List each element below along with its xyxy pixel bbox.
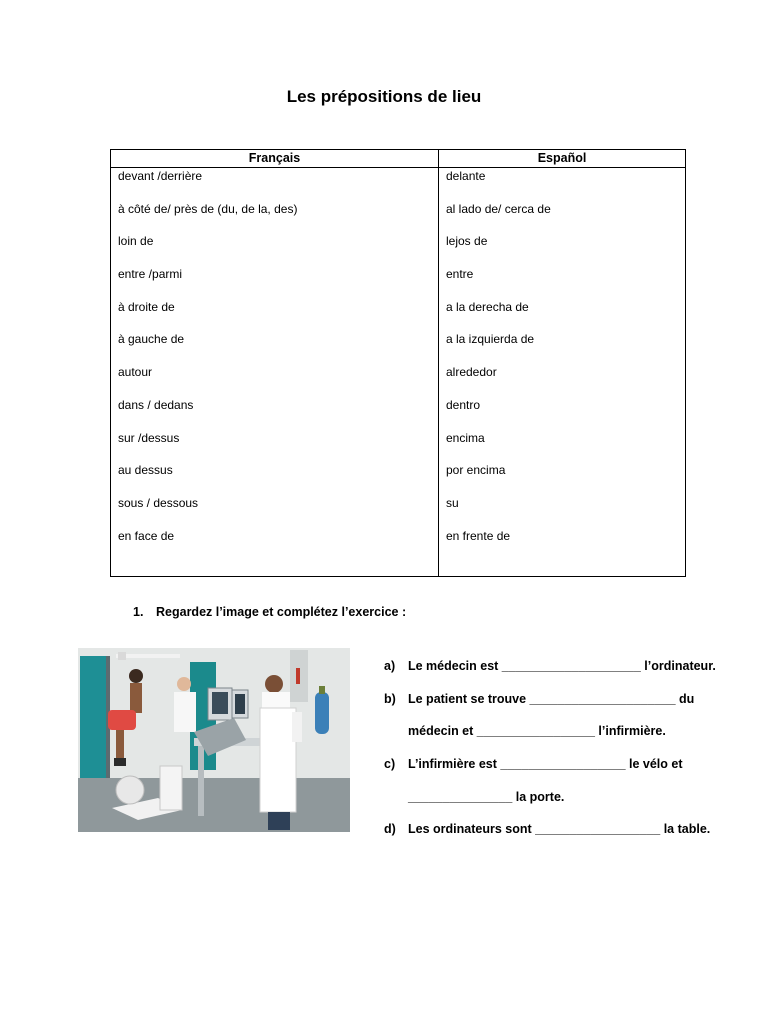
exercise-item-d — [384, 822, 710, 836]
exercise-item-b-continued — [384, 724, 666, 738]
table-row — [111, 168, 685, 201]
spanish-cell: alrededor — [446, 365, 497, 380]
item-text: L’infirmière est __________________ le vélo et — [408, 757, 683, 771]
french-cell: autour — [118, 365, 153, 380]
exercise-item-c — [384, 757, 683, 771]
french-cell: à côté de/ près de (du, de la, des) — [118, 201, 298, 216]
exercise-item-a — [384, 659, 716, 673]
spanish-cell: delante — [446, 169, 486, 183]
exercise-item-b — [384, 692, 694, 706]
item-letter: b) — [384, 692, 396, 706]
french-cell: loin de — [118, 234, 154, 249]
exercise-instruction — [133, 605, 406, 619]
item-text: _______________ la porte. — [408, 790, 565, 804]
item-text: médecin et _________________ l’infirmière. — [408, 724, 666, 738]
header-francais: Français — [248, 151, 301, 165]
french-cell: sous / dessous — [118, 495, 199, 510]
table-row — [111, 528, 685, 561]
spanish-cell: lejos de — [446, 234, 488, 249]
instruction-text: Regardez l’image et complétez l’exercice : — [156, 605, 407, 619]
spanish-cell: entre — [446, 267, 474, 282]
item-text: Le médecin est ____________________ l’ordinateur. — [408, 659, 716, 673]
french-cell: entre /parmi — [118, 267, 183, 282]
spanish-cell: por encima — [446, 463, 506, 478]
page-title: Les prépositions de lieu — [286, 87, 482, 106]
vocabulary-table — [110, 149, 686, 577]
table-row — [111, 299, 685, 332]
french-cell: au dessus — [118, 463, 173, 478]
french-cell: devant /derrière — [118, 169, 203, 183]
table-row — [111, 266, 685, 299]
table-row — [111, 397, 685, 430]
spanish-cell: a la derecha de — [446, 299, 529, 314]
spanish-cell: al lado de/ cerca de — [446, 201, 551, 216]
instruction-number: 1. — [133, 605, 144, 619]
french-cell: sur /dessus — [118, 430, 180, 445]
item-letter: c) — [384, 757, 396, 771]
french-cell: en face de — [118, 528, 175, 543]
french-cell: à droite de — [118, 299, 175, 314]
french-cell: à gauche de — [118, 332, 185, 347]
spanish-cell: a la izquierda de — [446, 332, 535, 347]
item-letter: d) — [384, 822, 396, 836]
medical-scene-illustration — [78, 648, 350, 832]
table-row — [111, 201, 685, 234]
header-espanol: Español — [537, 151, 587, 165]
item-text: Le patient se trouve _____________________ du — [408, 692, 695, 706]
spanish-cell: encima — [446, 430, 485, 445]
table-row — [111, 462, 685, 495]
table-row — [111, 495, 685, 528]
table-row — [111, 331, 685, 364]
french-cell: dans / dedans — [118, 397, 194, 412]
table-row — [111, 364, 685, 397]
spanish-cell: su — [446, 495, 459, 510]
item-letter: a) — [384, 659, 396, 673]
table-row — [111, 233, 685, 266]
spanish-cell: dentro — [446, 397, 481, 412]
exercise-item-c-continued — [384, 790, 564, 804]
medical-scene-photo — [78, 648, 350, 832]
spanish-cell: en frente de — [446, 528, 511, 543]
table-body — [111, 168, 685, 560]
table-row — [111, 430, 685, 463]
item-text: Les ordinateurs sont __________________ la table. — [408, 822, 711, 836]
